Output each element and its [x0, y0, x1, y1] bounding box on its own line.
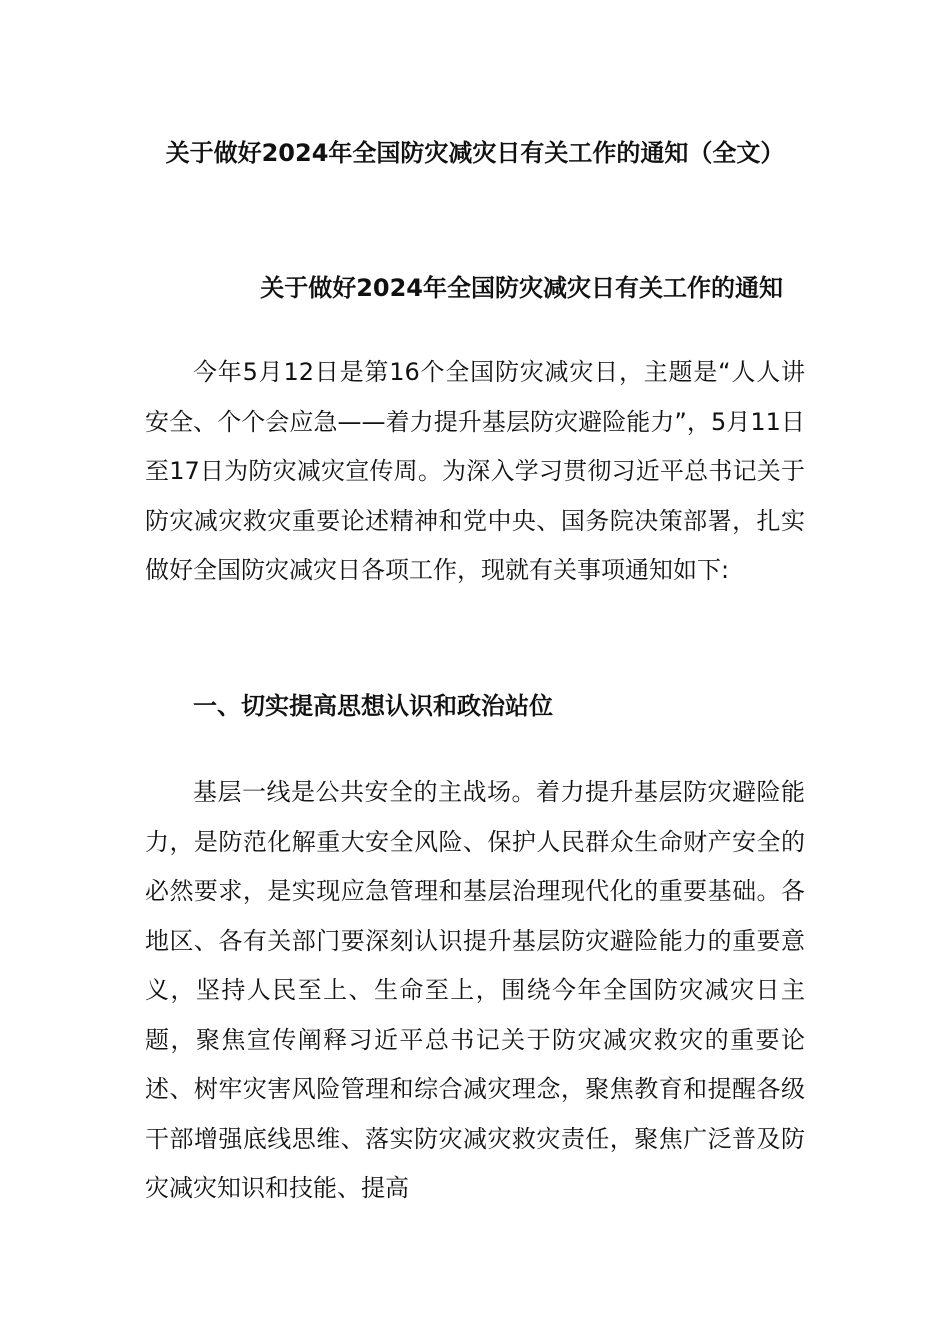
- body-paragraph-section-1: 基层一线是公共安全的主战场。着力提升基层防灾避险能力，是防范化解重大安全风险、保护人民群众生命财产安全的必然要求，是实现应急管理和基层治理现代化的重要基础。各地区、各有关部门要深刻认识提升基层防灾避险能力的重要意义，坚持人民至上、生命至上，围绕今年全国防灾减灾日主题，聚焦宣传阐释习近平总书记关于防灾减灾救灾的重要论述、树牢灾害风险管理和综合减灾理念，聚焦教育和提醒各级干部增强底线思维、落实防灾减灾救灾责任，聚焦广泛普及防灾减灾知识和技能、提高: [145, 778, 805, 1202]
- section-heading-1: 一、切实提高思想认识和政治站位: [193, 692, 553, 720]
- document-main-title: 关于做好2024年全国防灾减灾日有关工作的通知（全文）: [165, 139, 785, 167]
- document-subtitle: 关于做好2024年全国防灾减灾日有关工作的通知: [260, 274, 783, 302]
- body-paragraph-intro: 今年5月12日是第16个全国防灾减灾日，主题是“人人讲安全、个个会应急——着力提升基层防灾避险能力”，5月11日至17日为防灾减灾宣传周。为深入学习贯彻习近平总书记关于防灾减灾救灾重要论述精神和党中央、国务院决策部署，扎实做好全国防灾减灾日各项工作，现就有关事项通知如下:: [145, 358, 805, 584]
